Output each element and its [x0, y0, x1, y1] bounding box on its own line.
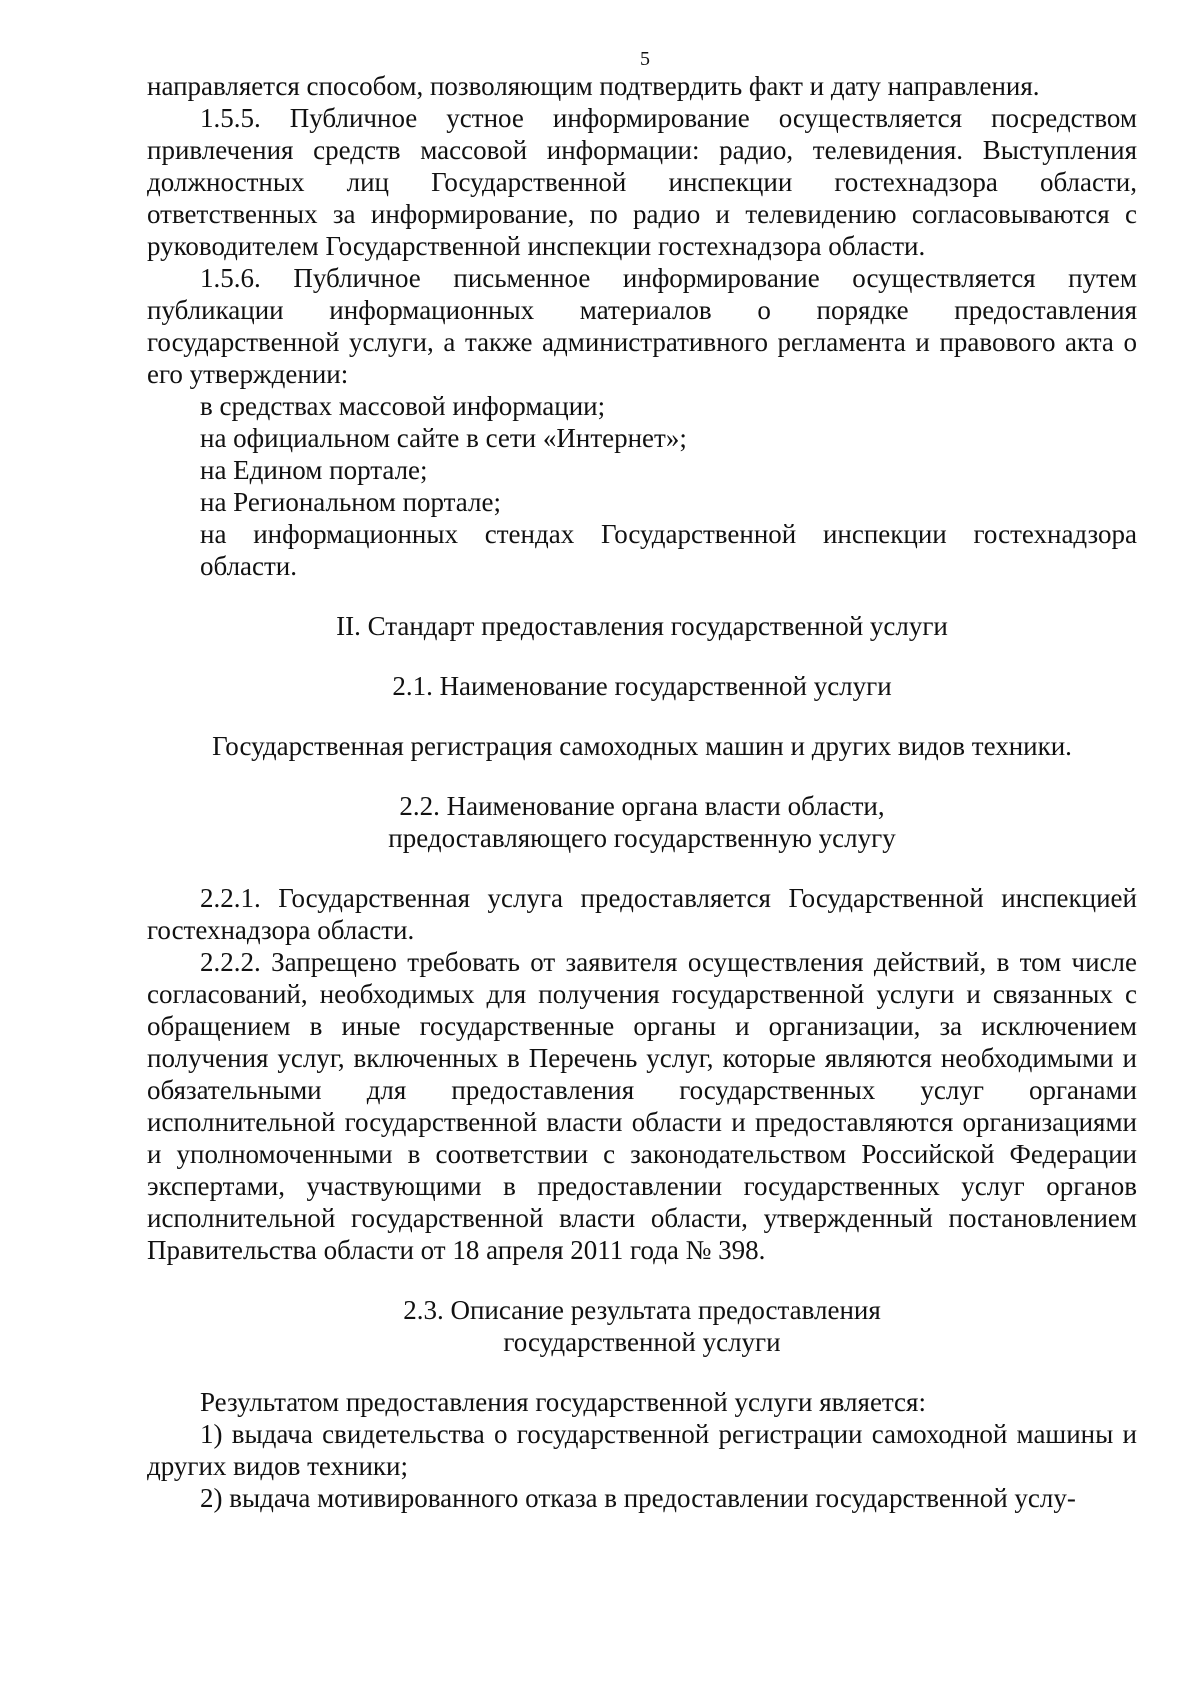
document-body: [147, 70, 1137, 1514]
list-item-website: на официальном сайте в сети «Интернет»;: [200, 423, 687, 453]
paragraph-1-5-6: 1.5.6. Публичное письменное информирование осуществляется путем публикации информационных материалов о порядке предоставления государственной услуги, а также административного регламента и правового акта о его утверждении:: [147, 263, 1137, 389]
subsection-2-2-heading-line2: предоставляющего государственную услугу: [388, 823, 896, 853]
service-name: Государственная регистрация самоходных машин и других видов техники.: [212, 731, 1072, 761]
subsection-2-1-heading: 2.1. Наименование государственной услуги: [392, 671, 892, 701]
page-number: 5: [640, 48, 650, 70]
list-item-info-stands: на информационных стендах Государственной инспекции гостехнадзора области.: [200, 519, 1137, 581]
subsection-2-3-heading-line1: 2.3. Описание результата предоставления: [403, 1295, 881, 1325]
subsection-2-3-heading-line2: государственной услуги: [503, 1327, 781, 1357]
paragraph-2-3-intro: Результатом предоставления государственной услуги является:: [200, 1387, 926, 1417]
paragraph-2-3-item-1: 1) выдача свидетельства о государственной регистрации самоходной машины и других видов техники;: [147, 1419, 1137, 1481]
paragraph-2-2-2: 2.2.2. Запрещено требовать от заявителя осуществления действий, в том числе согласований, необходимых для получения государственной услуги и связанных с обращением в иные государственные органы и организации, за исключением получения услуг, включенных в Перечень услуг, которые являются необходимыми и обязательными для предоставления государственных услуг органами исполнительной государственной власти области и предоставляются организациями и уполномоченными в соответствии с законодательством Российской Федерации экспертами, участвующими в предоставлении государственных услуг органов исполнительной государственной власти области, утвержденный постановлением Правительства области от 18 апреля 2011 года № 398.: [147, 947, 1137, 1265]
section-2-heading: II. Стандарт предоставления государственной услуги: [336, 611, 948, 641]
subsection-2-2-heading-line1: 2.2. Наименование органа власти области,: [399, 791, 885, 821]
paragraph-2-3-item-2: 2) выдача мотивированного отказа в предоставлении государственной услу-: [200, 1483, 1076, 1513]
paragraph-2-2-1: 2.2.1. Государственная услуга предоставляется Государственной инспекцией гостехнадзора области.: [147, 883, 1137, 945]
paragraph-continuation: направляется способом, позволяющим подтвердить факт и дату направления.: [147, 71, 1040, 101]
list-item-media: в средствах массовой информации;: [200, 391, 606, 421]
list-item-regional-portal: на Региональном портале;: [200, 487, 501, 517]
list-item-unified-portal: на Едином портале;: [200, 455, 428, 485]
paragraph-1-5-5: 1.5.5. Публичное устное информирование осуществляется посредством привлечения средств массовой информации: радио, телевидения. Выступления должностных лиц Государственной инспекции гостехнадзора области, ответственных за информирование, по радио и телевидению согласовываются с руководителем Государственной инспекции гостехнадзора области.: [147, 103, 1137, 261]
